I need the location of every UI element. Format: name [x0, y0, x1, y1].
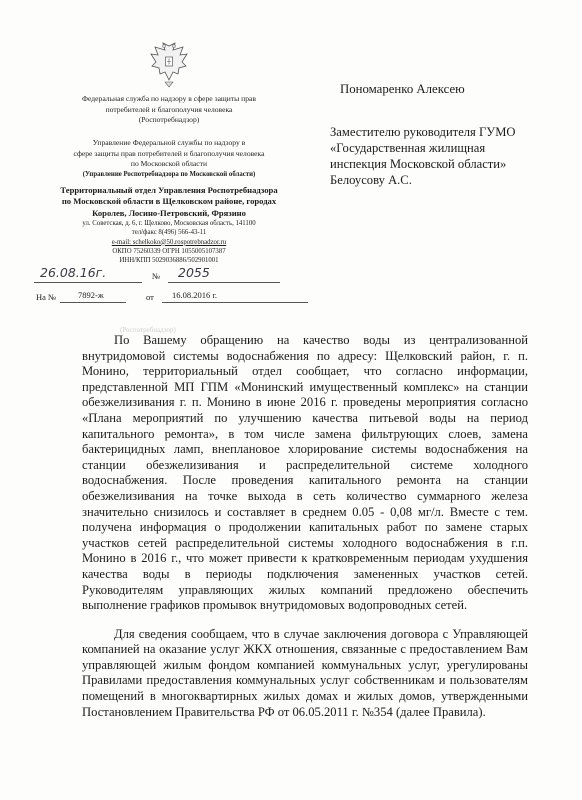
date-underline: [34, 282, 142, 283]
ref-from-label: от: [146, 292, 154, 302]
body-paragraph: По Вашему обращению на качество воды из централизованной внутридомовой системы водоснабжения по адресу: Щелковский район, г. п. Монино, территориальный отдел сообщает, что согласно информации, представленной МП ГПМ «Монинский имущественный комплекс» на станции обезжелизивания г. п. Монино в июне 2016 г. проведены мероприятия согласно «Плана мероприятий по улучшению качества питьевой воды на период капитального ремонта», в том числе замена фильтрующих слоев, замена бактерицидных ламп, внеплановое хлорирование системы водоснабжения на станции обезжелизивания и распределительной системе холодного водоснабжения. После проведения капитального ремонта на станции обезжелизивания на точке выхода в сеть количество суммарного железа значительно снизилось и составляет в среднем 0.05 - 0,08 мг/л. Вместе с тем. получена информация о продолжении капитальных работ по замене старых участков сетей распределительной системы холодного водоснабжения в г.п. Монино в 2016 г., что может привести к кратковременным периодам ухудшения качества воды в периоды подключения замененных участков сетей. Руководителям управляющих жилых компаний предложено обеспечить выполнение графиков промывок внутридомовых водопроводных сетей.: [82, 333, 528, 613]
coat-of-arms-emblem: [149, 42, 189, 88]
office-line: по Московской области в Щелковском районе, городах: [61, 196, 277, 207]
territorial-office: [38, 185, 300, 265]
ref-number-underline: [60, 302, 126, 303]
recipient-line: Заместителю руководителя ГУМО: [330, 125, 516, 139]
registration-date: 26.08.16г.: [40, 265, 107, 280]
office-line: Королев, Лосино-Петровский, Фрязино: [92, 207, 246, 218]
office-inn: ИНН/КПП 5029036886/502901001: [119, 257, 219, 265]
addressee: Пономаренко Алексею: [340, 82, 465, 96]
office-phone: тел/факс 8(496) 566-43-11: [131, 229, 207, 237]
letter-body: [82, 333, 528, 720]
show-through-text: (Роспотребнадзор): [120, 326, 176, 334]
recipient-line: инспекция Московской области»: [330, 157, 507, 171]
department-short-name: (Управление Роспотребнадзора по Московской области): [82, 170, 256, 178]
ref-label: На №: [36, 292, 57, 302]
ref-number: 7892-ж: [78, 290, 104, 300]
department-line: по Московской области: [130, 159, 208, 169]
office-codes: ОКПО 75260339 ОГРН 1055005107387: [112, 247, 226, 255]
department-line: сфере защиты прав потребителей и благополучия человека: [73, 148, 265, 158]
body-paragraph: Для сведения сообщаем, что в случае заключения договора с Управляющей компанией на оказание услуг ЖКХ отношения, связанные с предоставлением Вам управляющей жилым фондом компанией коммунальных услуг, урегулированы Правилами предоставления коммунальных услуг собственникам и пользователям помещений в многоквартирных жилых домах и жилых домов, утвержденными Постановлением Правительства РФ от 06.05.2011 г. №354 (далее Правила).: [82, 626, 528, 719]
ref-date: 16.08.2016 г.: [172, 290, 218, 300]
agency-line: потребителей и благополучия человека: [105, 104, 233, 114]
agency-line: Федеральная служба по надзору в сфере защиты прав: [82, 94, 256, 103]
agency-name: [38, 94, 300, 126]
recipient-line: «Государственная жилищная: [330, 141, 486, 155]
number-label: №: [152, 271, 161, 281]
department-line: Управление Федеральной службы по надзору в: [92, 138, 246, 147]
registration-number: 2055: [178, 265, 210, 280]
number-underline: [168, 282, 280, 283]
agency-line: (Роспотребнадзор): [138, 115, 200, 125]
recipient-line: Белоусову А.С.: [330, 173, 412, 187]
department-name: [38, 138, 300, 180]
recipient-block: [330, 124, 516, 188]
office-line: Территориальный отдел Управления Роспотребнадзора: [60, 185, 278, 195]
ref-date-underline: [162, 302, 308, 303]
office-address: ул. Советская, д. 6, г. Щелково, Московская область, 141100: [82, 220, 256, 228]
office-email: e-mail: schelkoko@50.rospotrebnadzor.ru: [111, 238, 227, 246]
